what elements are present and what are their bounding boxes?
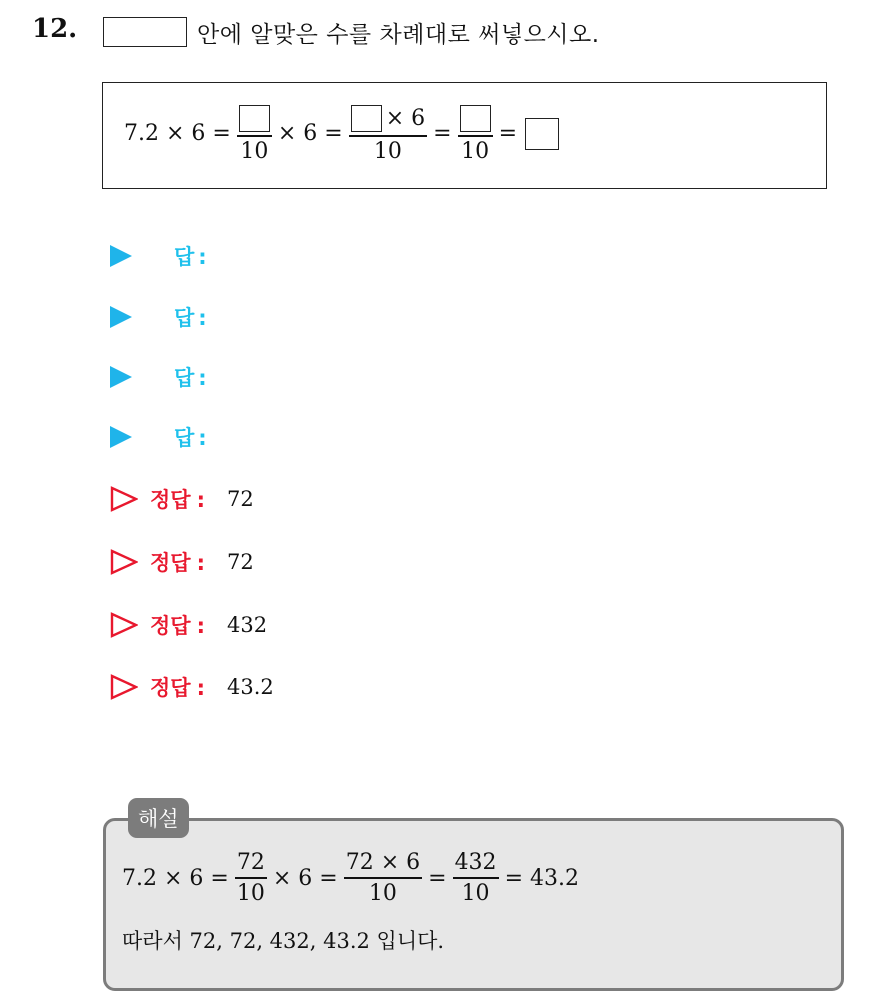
key-value: 43.2 [226,675,274,699]
key-label: 정답 [150,488,191,512]
problem-equation [124,105,559,163]
explanation-conclusion: 따라서 72, 72, 432, 43.2 입니다. [122,929,445,953]
answer-label: 답 [174,245,195,269]
answer-colon: : [198,366,207,390]
answer-colon: : [198,306,207,330]
answer-blank-1[interactable] [239,105,270,132]
key-colon: : [196,614,205,638]
outline-arrow-icon [110,612,138,638]
key-colon: : [196,676,205,700]
answer-key-row [110,484,254,514]
fraction-2-den: 10 [373,138,402,164]
key-value: 432 [226,613,268,637]
outline-arrow-icon [110,486,138,512]
explanation-fraction-3-num: 432 [454,850,497,875]
explanation-fraction-2-den: 10 [368,880,397,906]
answer-row [110,362,207,392]
fraction-1-den: 10 [240,138,269,164]
answer-row [110,302,207,332]
problem-eq-2: = [498,121,518,147]
explanation-fraction-1-num: 72 [236,850,265,875]
answer-key-row [110,672,274,702]
answer-colon: : [198,245,207,269]
problem-eq-1: = [433,121,452,147]
explanation-fraction-3 [453,852,499,905]
outline-arrow-icon [110,674,138,700]
problem-box [102,82,827,189]
key-label: 정답 [150,676,191,700]
explanation-result: = 43.2 [504,865,579,891]
answer-row [110,422,207,452]
answer-blank-4[interactable] [525,118,559,150]
problem-times-6: × 6 = [277,121,343,147]
explanation-equation [122,852,579,905]
outline-arrow-icon [110,549,138,575]
explanation-fraction-2 [344,852,422,905]
fraction-3-den: 10 [461,138,490,164]
answer-colon: : [198,426,207,450]
key-colon: : [196,551,205,575]
problem-lhs: 7.2 × 6 = [124,121,231,147]
explanation-fraction-3-den: 10 [461,880,490,906]
play-arrow-icon [110,426,132,448]
question-number: 12. [32,14,78,44]
fraction-2-num-suffix: × 6 [385,105,426,131]
key-label: 정답 [150,551,191,575]
key-value: 72 [226,487,254,511]
play-arrow-icon [110,366,132,388]
explanation-fraction-1 [235,852,267,905]
answer-label: 답 [174,366,195,390]
answer-label: 답 [174,306,195,330]
explanation-eq: = [428,865,447,891]
explanation-fraction-2-num: 72 × 6 [345,850,421,875]
answer-blank-3[interactable] [460,105,491,132]
answer-blank-2[interactable] [351,105,382,132]
explanation-lhs: 7.2 × 6 = [122,865,229,891]
blank-box-example [103,17,187,47]
key-value: 72 [226,550,254,574]
play-arrow-icon [110,306,132,328]
answer-label: 답 [174,426,195,450]
key-colon: : [196,488,205,512]
fraction-1 [237,105,272,163]
question-instruction: 안에 알맞은 수를 차례대로 써넣으시오. [197,22,600,48]
answer-key-row [110,547,254,577]
fraction-2 [349,105,427,163]
key-label: 정답 [150,614,191,638]
explanation-fraction-1-den: 10 [236,880,265,906]
fraction-3 [458,105,493,163]
answer-key-row [110,610,267,640]
explanation-times-6: × 6 = [272,865,338,891]
answer-row [110,241,207,271]
explanation-tag: 해설 [128,798,189,838]
play-arrow-icon [110,245,132,267]
